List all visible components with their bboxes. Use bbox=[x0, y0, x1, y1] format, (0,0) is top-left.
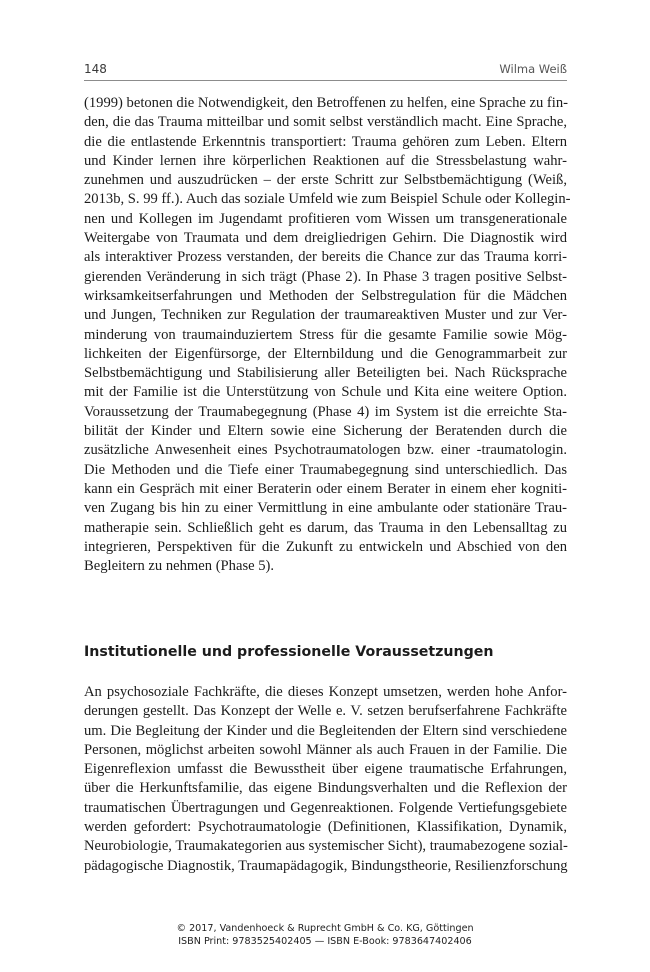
text-line: Personen, möglichst arbeiten sowohl Männer als auch Frauen in der Familie. Die bbox=[84, 741, 567, 758]
text-line: bilität der Kinder und Eltern sowie eine Sicherung der Beratenden durch die bbox=[84, 423, 567, 440]
text-line: 2013b, S. 99 ff.). Auch das soziale Umfeld wie zum Beispiel Schule oder Kollegin- bbox=[84, 191, 571, 208]
text-line: An psychosoziale Fachkräfte, die dieses Konzept umsetzen, werden hohe Anfor- bbox=[84, 684, 567, 700]
text-line: um. Die Begleitung der Kinder und die Begleitenden der Eltern sind verschiedene bbox=[84, 722, 567, 739]
text-line: gierenden Veränderung in sich trägt (Phase 2). In Phase 3 tragen positive Selbst- bbox=[84, 268, 567, 285]
text-line: matherapie sein. Schließlich geht es darum, das Trauma in den Lebensalltag zu bbox=[84, 519, 567, 536]
text-line: Die Methoden und die Tiefe einer Traumabegegnung sind unterschiedlich. Das bbox=[84, 461, 567, 478]
text-line: als interaktiver Prozess verstanden, der bereits die Chance zur das Trauma korri- bbox=[84, 249, 567, 266]
text-line: derungen gestellt. Das Konzept der Welle e. V. setzen berufserfahrene Fachkräfte bbox=[84, 703, 567, 720]
text-line: zunehmen und auszudrücken – der erste Schritt zur Selbstbemächtigung (Weiß, bbox=[84, 172, 567, 189]
text-line: und Jungen, Techniken zur Regulation der traumareaktiven Muster und zur Ver- bbox=[84, 307, 567, 324]
text-line: minderung von traumainduziertem Stress für die gesamte Familie sowie Mög- bbox=[84, 326, 567, 343]
copyright-line: © 2017, Vandenhoeck & Ruprecht GmbH & Co. KG, Göttingen bbox=[176, 923, 474, 934]
header-rule bbox=[84, 80, 567, 81]
text-line: zusätzliche Anwesenheit eines Psychotraumatologen bzw. einer -traumatologin. bbox=[84, 442, 567, 459]
text-line: lichkeiten der Eigenfürsorge, der Elternbildung und die Genogrammarbeit zur bbox=[84, 345, 567, 362]
text-line: werden gefordert: Psychotraumatologie (Definitionen, Klassifikation, Dynamik, bbox=[84, 819, 567, 836]
text-line: pädagogische Diagnostik, Traumapädagogik, Bindungstheorie, Resilienzforschung bbox=[84, 857, 568, 874]
text-line: Selbstbemächtigung und Stabilisierung aller Beteiligten bei. Nach Rücksprache bbox=[84, 365, 567, 382]
isbn-line: ISBN Print: 9783525402405 — ISBN E-Book: 9783647402406 bbox=[178, 936, 472, 947]
text-line: Voraussetzung der Traumabegegnung (Phase 4) im System ist die erreichte Sta- bbox=[84, 403, 567, 420]
text-line: mit der Familie ist die Unterstützung von Schule und Kita eine weitere Option. bbox=[84, 384, 567, 401]
body-paragraph-2 bbox=[84, 683, 567, 876]
body-paragraph-1 bbox=[84, 94, 571, 576]
running-header-author: Wilma Weiß bbox=[499, 62, 567, 76]
text-line: und Kinder lernen ihre körperlichen Reaktionen auf die Stressbelastung wahr- bbox=[84, 152, 567, 169]
text-line: Begleitern zu nehmen (Phase 5). bbox=[84, 558, 275, 575]
text-line: nen und Kollegen im Jugendamt profitieren vom Wissen um transgenerationale bbox=[84, 210, 567, 227]
text-line: den, die das Trauma mitteilbar und somit selbst verständlich macht. Eine Sprache, bbox=[84, 114, 567, 131]
text-line: integrieren, Perspektiven für die Zukunft zu entwickeln und Abschied von den bbox=[84, 538, 567, 555]
text-line: Weitergabe von Traumata und dem dreigliedrigen Gehirn. Die Diagnostik wird bbox=[84, 230, 567, 247]
text-line: über die Herkunftsfamilie, das eigene Bindungsverhalten und die Reflexion der bbox=[84, 780, 567, 797]
page-footer bbox=[0, 922, 650, 948]
text-line: (1999) betonen die Notwendigkeit, den Betroffenen zu helfen, eine Sprache zu fin- bbox=[84, 95, 568, 111]
text-line: Eigenreflexion umfasst die Bewusstheit über eigene traumatische Erfahrungen, bbox=[84, 761, 567, 778]
text-line: die die entlastende Erkenntnis transportiert: Trauma gehören zum Leben. Eltern bbox=[84, 133, 567, 150]
text-line: ven Zugang bis hin zu einer Vermittlung in eine ambulante oder stationäre Trau- bbox=[84, 500, 567, 517]
text-line: wirksamkeitserfahrungen und Methoden der Selbstregulation für die Mädchen bbox=[84, 287, 567, 304]
text-line: Neurobiologie, Traumakategorien aus systemischer Sicht), traumabezogene sozial- bbox=[84, 838, 568, 855]
section-heading: Institutionelle und professionelle Voraussetzungen bbox=[84, 644, 494, 660]
text-line: kann ein Gespräch mit einer Beraterin oder einem Berater in einem eher kogniti- bbox=[84, 480, 567, 497]
text-line: traumatischen Übertragungen und Gegenreaktionen. Folgende Vertiefungsgebiete bbox=[84, 799, 567, 816]
page-number: 148 bbox=[84, 62, 107, 76]
